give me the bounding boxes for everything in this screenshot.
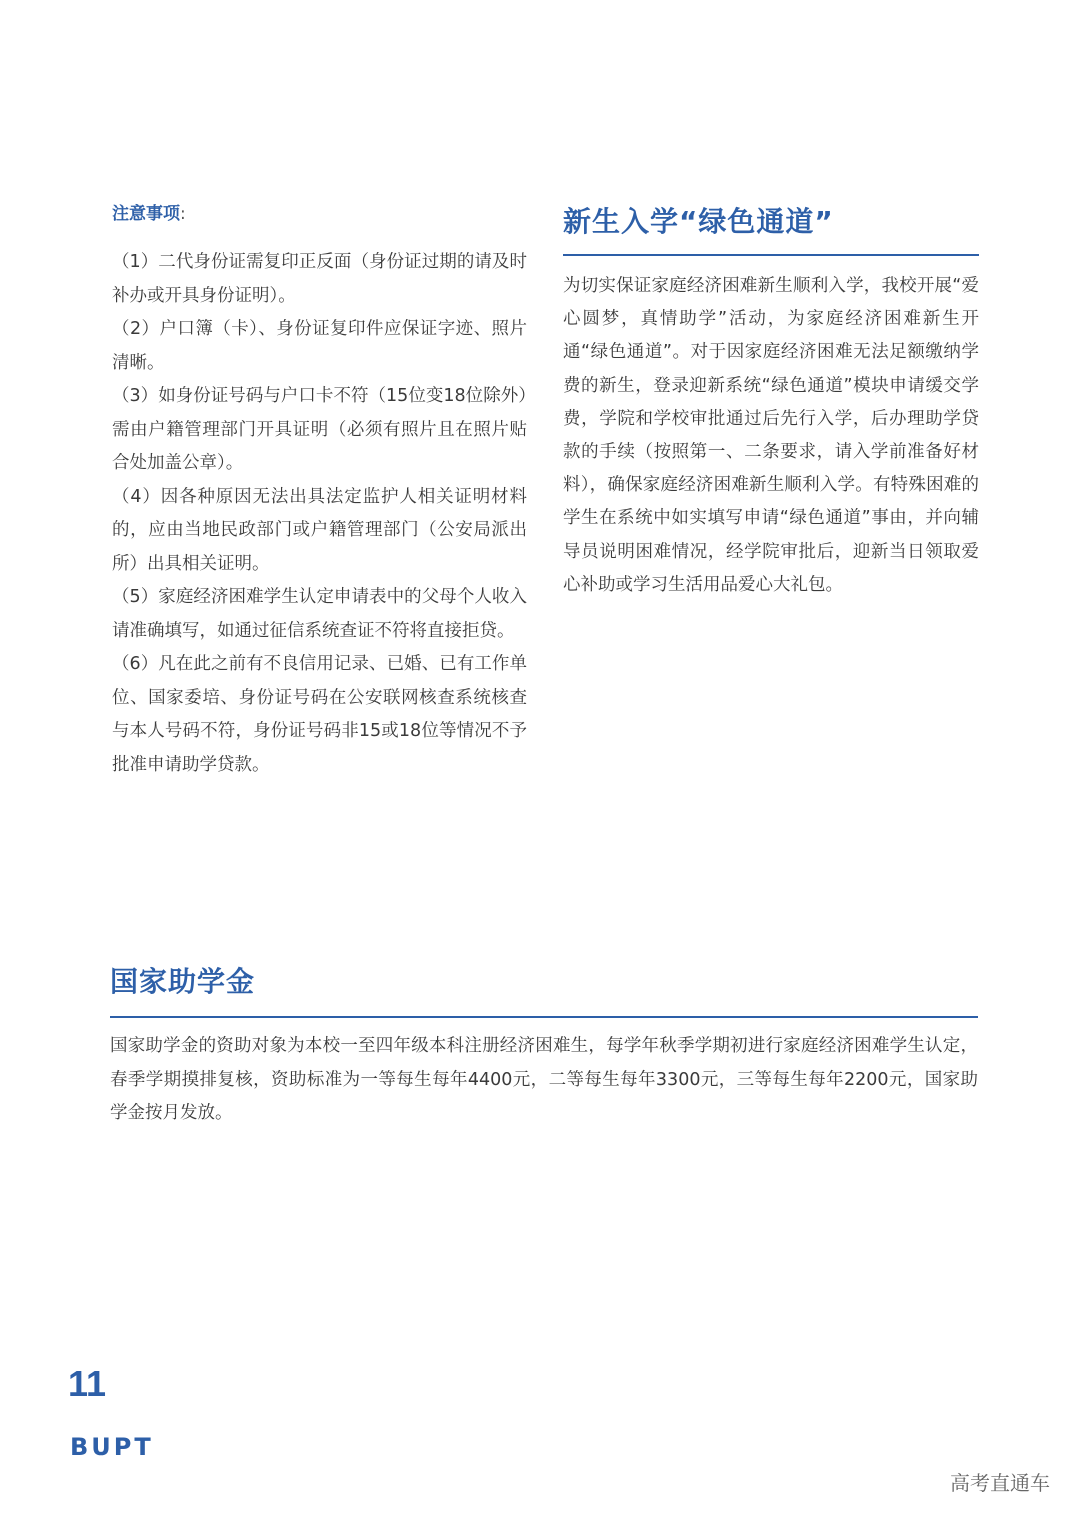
green-channel-divider (563, 254, 979, 256)
national-grant-body: 国家助学金的资助对象为本校一至四年级本科注册经济困难生，每学年秋季学期初进行家庭经济困难学生认定，春季学期摸排复核，资助标准为一等每生每年4400元，二等每生每年3300元，三等每生每年2200元，国家助学金按月发放。 (110, 1036, 978, 1123)
note-item-5: （5）家庭经济困难学生认定申请表中的父母个人收入请准确填写，如通过征信系统查证不符将直接拒贷。 (112, 587, 527, 641)
note-item-6: （6）凡在此之前有不良信用记录、已婚、已有工作单位、国家委培、身份证号码在公安联网核查系统核查与本人号码不符，身份证号码非15或18位等情况不予批准申请助学贷款。 (112, 654, 527, 775)
notes-title-colon: : (180, 204, 186, 224)
note-item-1: （1）二代身份证需复印正反面（身份证过期的请及时补办或开具身份证明）。 (112, 252, 527, 306)
note-item-3: （3）如身份证号码与户口卡不符（15位变18位除外）需由户籍管理部门开具证明（必须有照片且在照片贴合处加盖公章）。 (112, 386, 527, 473)
page-number: 11 (68, 1363, 107, 1404)
notes-title (112, 200, 527, 228)
national-grant-divider (110, 1016, 978, 1018)
note-item-4: （4）因各种原因无法出具法定监护人相关证明材料的，应由当地民政部门或户籍管理部门（公安局派出所）出具相关证明。 (112, 486, 527, 574)
green-channel-section (563, 200, 979, 602)
notes-section (112, 200, 527, 782)
green-channel-body: 为切实保证家庭经济困难新生顺利入学，我校开展“爱心圆梦，真情助学”活动，为家庭经济困难新生开通“绿色通道”。对于因家庭经济困难无法足额缴纳学费的新生，登录迎新系统“绿色通道”模块申请缓交学费，学院和学校审批通过后先行入学，后办理助学贷款的手续（按照第一、二条要求，请入学前准备好材料），确保家庭经济困难新生顺利入学。有特殊困难的学生在系统中如实填写申请“绿色通道”事由，并向辅导员说明困难情况，经学院审批后，迎新当日领取爱心补助或学习生活用品爱心大礼包。 (563, 276, 979, 595)
green-channel-title: 新生入学“绿色通道” (563, 205, 834, 238)
brand-logo: BUPT (70, 1433, 154, 1461)
national-grant-section (110, 960, 978, 1131)
notes-title-text: 注意事项 (112, 204, 180, 224)
watermark: 高考直通车 (950, 1471, 1050, 1495)
note-item-2: （2）户口簿（卡）、身份证复印件应保证字迹、照片清晰。 (112, 319, 527, 373)
national-grant-title: 国家助学金 (110, 965, 256, 998)
